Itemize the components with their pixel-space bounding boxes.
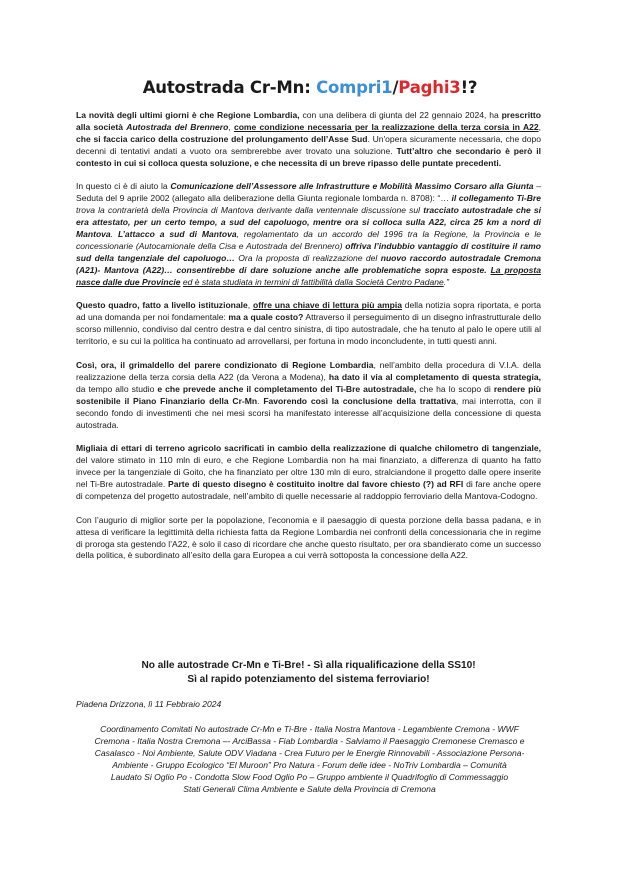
- title-suffix: !?: [460, 78, 478, 97]
- p4-c: ha dato il via al completamento di questa strategia,: [328, 371, 541, 382]
- p2-e: trova la contrarietà della Provincia di Mantova derivante dalla ventennale discussione sul: [76, 205, 424, 216]
- p1-c: prescritto alla società: [76, 110, 541, 132]
- signatories-line: Laudato Si Oglio Po - Condotta Slow Food Oglio Po – Gruppo ambiente il Quadrifoglio di Commessaggio: [110, 771, 509, 782]
- p4-b: , nell’ambito della procedura di V.I.A. della realizzazione della terza corsia della A22 (da Verona a Modena),: [76, 359, 542, 382]
- p1-a: La novità degli ultimi giorni è che Regione Lombardia,: [76, 110, 300, 120]
- p3-e: ma a quale costo?: [228, 312, 304, 323]
- p4-g: rendere più sostenibile il Piano Finanziario della Cr-Mn: [76, 383, 541, 406]
- paragraph-1: [76, 110, 541, 170]
- place-date: Piadena Drizzona, lì 11 Febbraio 2024: [76, 699, 222, 709]
- p1-d: Autostrada del Brennero: [126, 121, 229, 132]
- p5-b: del valore stimato in 110 mln di euro, e che Regione Lombardia non ha mai finanziato, a differenza di quanto ha fatto invece per la tangenziale di Goito, che ha finanziato per oltre 130 mln di euro, stralciandone il progetto dalle opere inserite nel Ti-Bre autostradale.: [76, 455, 541, 490]
- signatories-line: Cremona - Italia Nostra Cremona –- ArciBassa - Fiab Lombardia - Salviamo il Paesaggio Cremonese Cremasco e: [94, 735, 525, 746]
- p2-f: tracciato autostradale che si era attestato, per un certo tempo, a sud del capoluogo, mentre ora si colloca sulla A22, circa 25 km a nord di Mantova: [76, 205, 542, 240]
- p3-f: Attraverso il perseguimento di un disegno infrastrutturale dello scorso millennio, condiviso dal centro destra e dal centro sinistra, di tipo autostradale, che ha tenuto al palo le opere utili al territorio, e su cui la politica ha continuato ad arrovellarsi, per fortuna in modo inconcludente, in tutti questi anni.: [76, 312, 541, 347]
- document-body: [76, 110, 541, 562]
- p5-c: Parte di questo disegno è costituito inoltre dal favore chiesto (?) ad RFI: [168, 479, 464, 490]
- p1-j: Tutt’altro che secondario è però il contesto in cui si colloca questa soluzione, e che necessita di un breve ripasso delle puntate precedenti.: [76, 145, 541, 168]
- signatories-line: Coordinamento Comitati No autostrade Cr-Mn e Ti-Bre - Italia Nostra Mantova - Legambiente Cremona - WWF: [100, 724, 519, 734]
- p2-p: ed è stata studiata in termini di fattibilità dalla Società Centro Padane: [182, 276, 444, 287]
- p2-n: La proposta nasce dalle due Provincie: [76, 264, 542, 287]
- paragraph-3: [76, 300, 541, 348]
- p2-c: – Seduta del 9 aprile 2002 (allegato alla deliberazione della Giunta regionale lombarda n. 8708): “…: [76, 181, 541, 204]
- paragraph-6: Con l’augurio di miglior sorte per la popolazione, l’economia e il paesaggio di questa porzione della bassa padana, e in attesa di verificare la legittimità della richiesta fatta da Regione Lombardia nei confronti della concessionaria che in regime di proroga sta gestendo l’A22, è solo il caso di ricordare che anche questo risultato, per ora sbandierato come un successo della politica, è subordinato all’esito della gara Europea a cui verrà sottoposta la concessione della A22.: [76, 514, 541, 561]
- p3-a: Questo quadro, fatto a livello istituzionale: [76, 300, 248, 311]
- signatories-line: Ambiente - Gruppo Ecologico “El Muroon” Pro Natura - Forum delle idee - NoTriv Lombardia – Comunità: [112, 759, 507, 770]
- p3-b: ,: [247, 300, 253, 311]
- p1-b: con una delibera di giunta del 22 gennaio 2024, ha: [299, 110, 502, 120]
- p4-d: da tempo allo studio: [76, 383, 158, 394]
- p2-l: nuovo raccordo autostradale Cremona (A21)- Mantova (A22)… consentirebbe di dare soluzione anche alle problematiche sopra esposte.: [76, 252, 541, 275]
- slogan-line-1: No alle autostrade Cr-Mn e Ti-Bre! - Sì alla riqualificazione della SS10!: [141, 660, 476, 671]
- p1-h: che si faccia carico della costruzione del prolungamento dell’Asse Sud: [76, 133, 368, 144]
- p2-j: offriva l’indubbio vantaggio di costituire il ramo sud della tangenziale del capoluogo…: [76, 240, 541, 263]
- title-slash: /: [392, 78, 399, 97]
- p2-a: In questo ci è di aiuto la: [76, 181, 171, 192]
- p2-g: .: [110, 229, 118, 240]
- title-prefix: Autostrada Cr-Mn:: [142, 78, 317, 97]
- slogan-line-2: Sì al rapido potenziamento del sistema ferroviario!: [187, 673, 430, 685]
- p4-i: Favorendo così la conclusione della trattativa: [263, 395, 456, 406]
- p5-d: di fare anche opere di competenza del progetto autostradale, nell’ambito di quelle necessarie al raddoppio ferroviario della Mantova-Codogno.: [76, 479, 541, 501]
- p2-b: Comunicazione dell’Assessore alle Infrastrutture e Mobilità Massimo Corsaro alla Giunta: [170, 181, 534, 192]
- signatories-line: Casalasco - Noi Ambiente, Salute ODV Viadana - Crea Futuro per le Energie Rinnovabili - Associazione Persona-: [94, 747, 525, 758]
- paragraph-4: [76, 360, 541, 431]
- p2-i: , regolamentato da un accordo del 1996 tra la Regione, la Provincia e le concessionarie (Autocamionale della Cisa e Autostrada del Brennero): [76, 229, 541, 251]
- p2-q: .”: [443, 276, 449, 287]
- p2-h: L’attacco a sud di Mantova: [117, 229, 237, 240]
- p5-a: Migliaia di ettari di terreno agricolo sacrificati in cambio della realizzazione di qualche chilometro di tangenziale,: [76, 443, 541, 454]
- signatories: [64, 724, 555, 795]
- p1-e: ,: [228, 121, 234, 132]
- p1-g: ,: [538, 121, 541, 132]
- closing-slogan: [76, 659, 541, 686]
- title-paghi: Paghi3: [398, 78, 461, 97]
- document-title: [0, 78, 620, 97]
- p3-d: della notizia sopra riportata, e porta ad una domanda per noi fondamentale:: [76, 300, 541, 323]
- signatories-line: Stati Generali Clima Ambiente e Salute della Provincia di Cremona: [183, 783, 436, 794]
- p4-a: Così, ora, il grimaldello del parere condizionato di Regione Lombardia: [76, 359, 374, 370]
- p4-h: .: [257, 395, 264, 406]
- p1-f: come condizione necessaria per la realizzazione della terza corsia in A22: [233, 121, 539, 132]
- p1-i: . Un'opera sicuramente necessaria, che dopo decenni di tentativi andati a vuoto ora sembrerebbe aver trovato una soluzione.: [76, 133, 541, 156]
- paragraph-2: [76, 181, 541, 288]
- p3-c: offre una chiave di lettura più ampia: [252, 300, 402, 311]
- p4-f: che ha lo scopo di: [416, 383, 494, 394]
- title-compri: Compri1: [316, 78, 393, 97]
- p4-e: e che prevede anche il completamento del Ti-Bre autostradale,: [157, 383, 417, 394]
- paragraph-5: [76, 443, 541, 503]
- p2-d: il collegamento Ti-Bre: [451, 193, 541, 204]
- p2-k: Ora la proposta di realizzazione del: [234, 252, 381, 263]
- p4-j: , mai interrotta, con il secondo fondo di investimenti che nei mesi scorsi ha manifestato interesse all’acquisizione della concessione di questa autostrada.: [76, 395, 542, 430]
